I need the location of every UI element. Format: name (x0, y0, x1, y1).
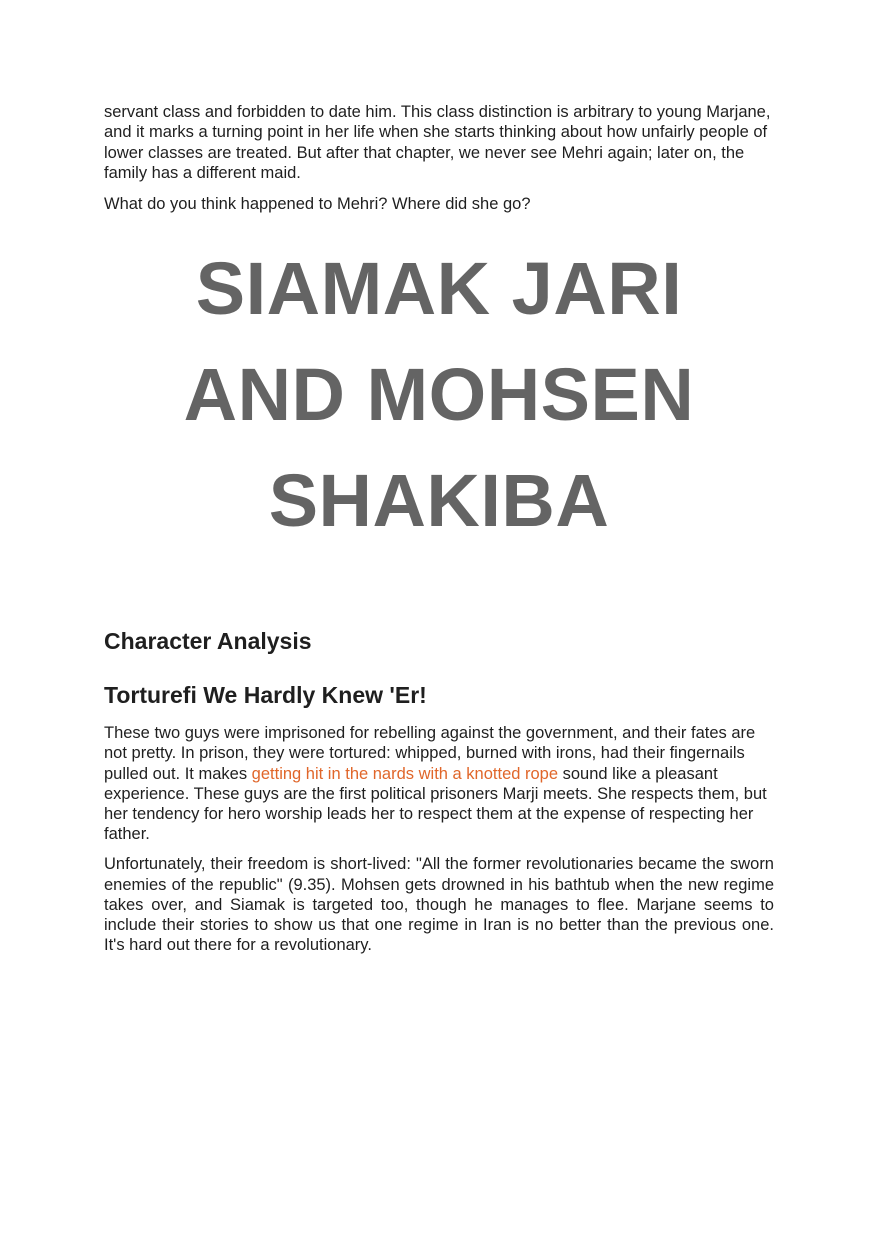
chapter-title-line-3: SHAKIBA (268, 459, 610, 543)
chapter-title-line-1: SIAMAK JARI (195, 247, 683, 331)
document-page (104, 102, 774, 955)
chapter-title-line-2: AND MOHSEN (183, 353, 695, 437)
section-heading: Character Analysis (104, 628, 312, 655)
para1-text-after: sound like a pleasant experience. These guys are the first political prisoners Marji meets. She respects them, but her tendency for hero worship leads her to respect them at the expense of respecting her father. (104, 764, 767, 844)
quote-link[interactable]: getting hit in the nards with a knotted rope (251, 764, 559, 783)
body-paragraph-2: Unfortunately, their freedom is short-lived: "All the former revolutionaries became the sworn enemies of the republic" (9.35). Mohsen gets drowned in his bathtub when the new regime takes over, and Siamak is targeted too, though he manages to flee. Marjane seems to include their stories to show us that one regime in Iran is no better than the previous one. It's hard out there for a revolutionary. (104, 855, 774, 955)
intro-paragraph: servant class and forbidden to date him. This class distinction is arbitrary to young Marjane, and it marks a turning point in her life when she starts thinking about how unfairly people of lower classes are treated. But after that chapter, we never see Mehri again; later on, the family has a different maid. (104, 103, 771, 182)
chapter-title (104, 236, 774, 554)
sub-heading: Torturefi We Hardly Knew 'Er! (104, 682, 427, 709)
para1-text-before: These two guys were imprisoned for rebelling against the government, and their fates are not pretty. In prison, they were tortured: whipped, burned with irons, had their fingernails pulled out. It makes (104, 724, 756, 783)
reflection-question: What do you think happened to Mehri? Where did she go? (104, 195, 531, 214)
body-paragraph-1 (104, 723, 774, 844)
